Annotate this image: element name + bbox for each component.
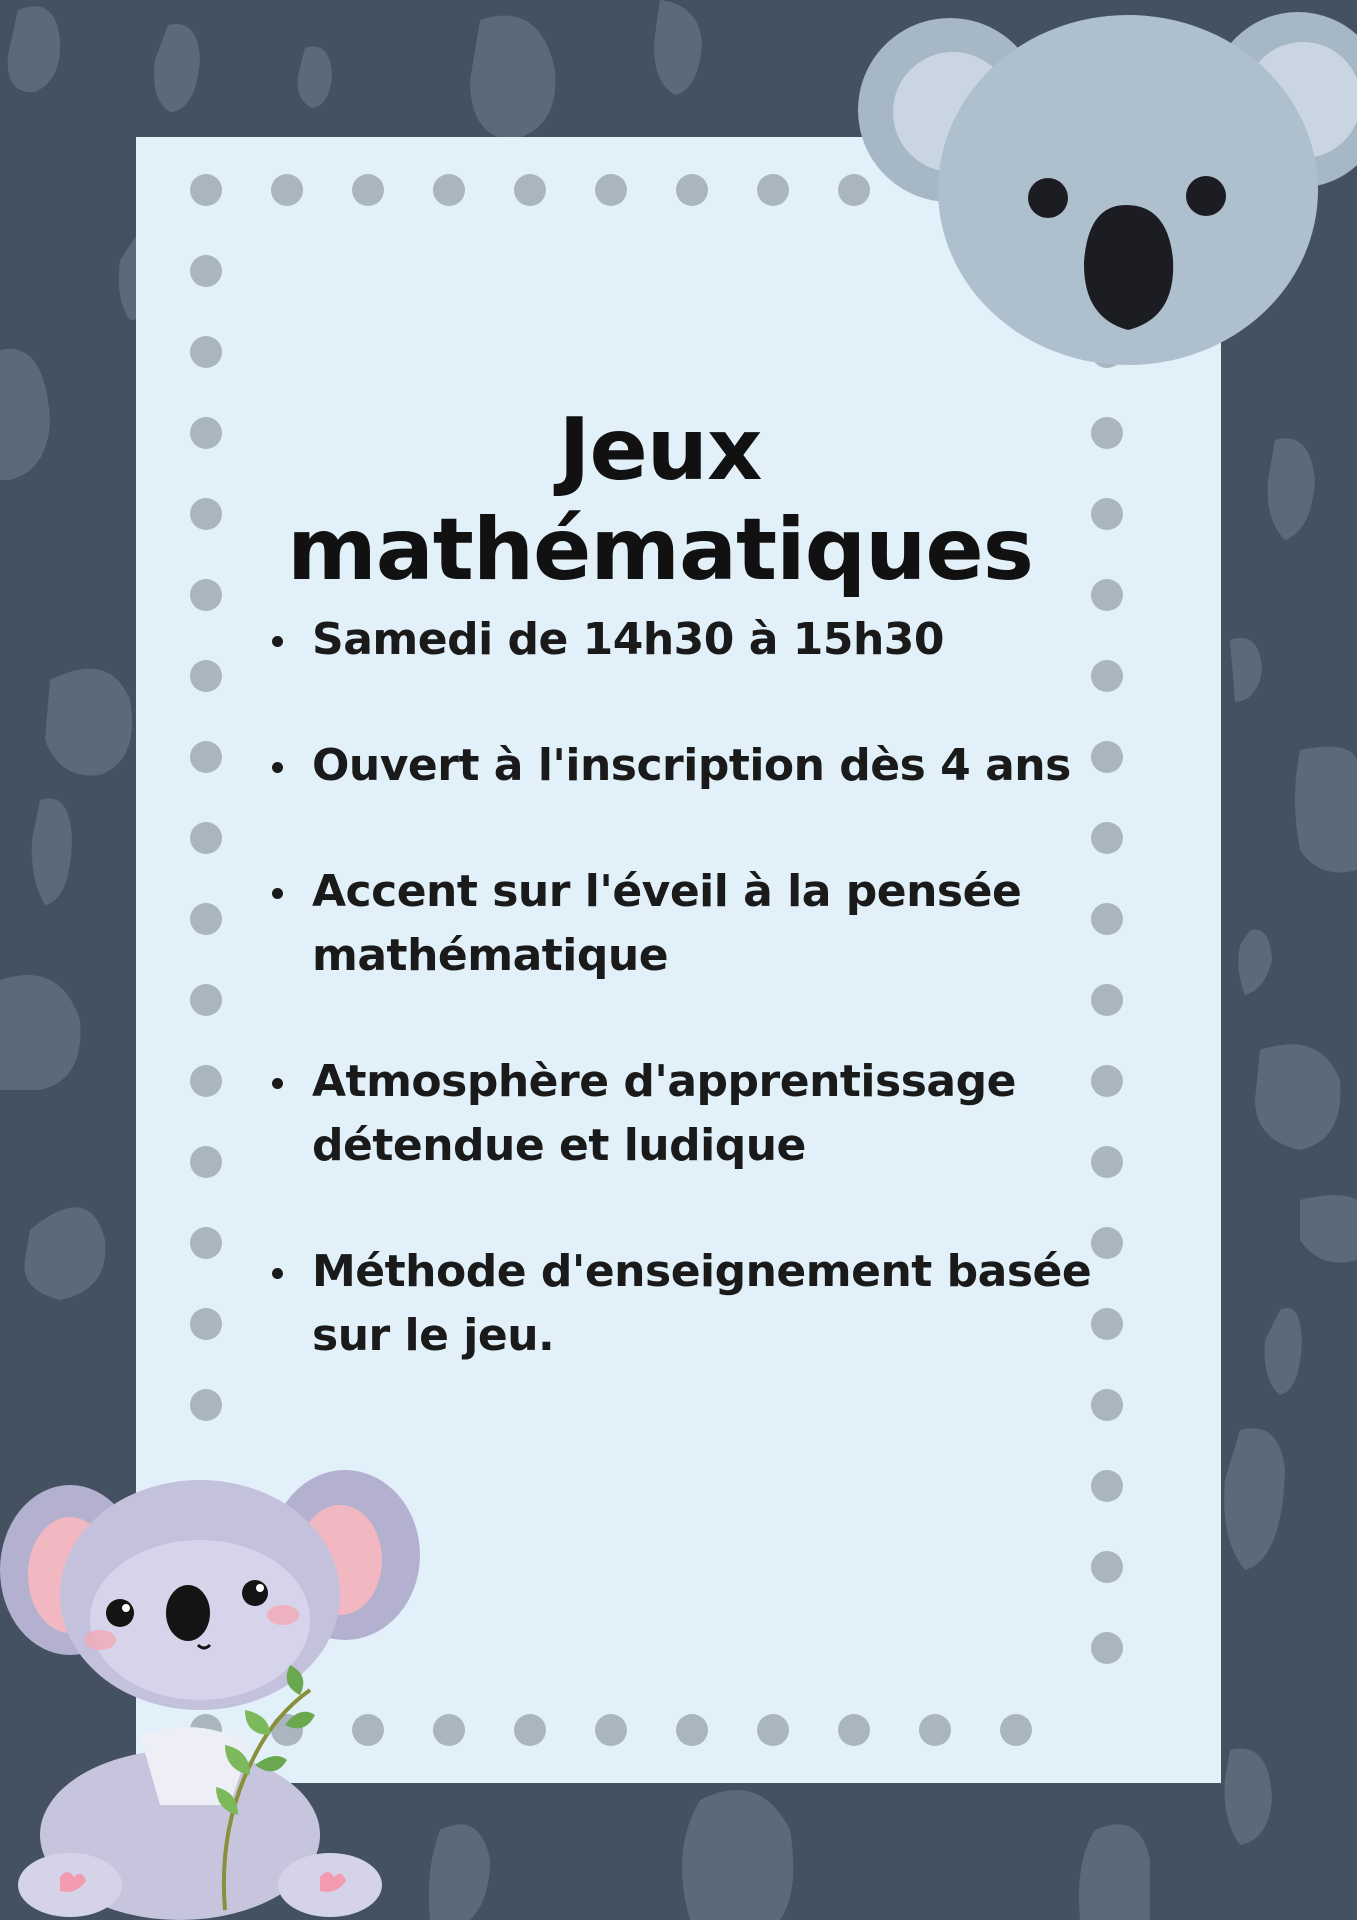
border-dot <box>919 1714 951 1746</box>
border-dot <box>595 1714 627 1746</box>
border-dot <box>190 1389 222 1421</box>
border-dot <box>433 174 465 206</box>
border-dot <box>352 174 384 206</box>
page-title: Jeux mathématiques <box>287 400 1033 600</box>
border-dot <box>190 822 222 854</box>
border-dot <box>190 741 222 773</box>
border-dot <box>838 1714 870 1746</box>
border-dot <box>190 903 222 935</box>
list-item: Accent sur l'éveil à la pensée mathématique <box>312 860 1112 988</box>
border-dot <box>190 1065 222 1097</box>
list-item: Samedi de 14h30 à 15h30 <box>312 608 1112 672</box>
border-dot <box>190 1308 222 1340</box>
border-dot <box>1000 1714 1032 1746</box>
border-dot <box>757 174 789 206</box>
feature-list <box>268 608 1112 1430</box>
border-dot <box>190 255 222 287</box>
list-item: Ouvert à l'inscription dès 4 ans <box>312 734 1112 798</box>
border-dot <box>757 1714 789 1746</box>
list-item: Atmosphère d'apprentissage détendue et ludique <box>312 1050 1112 1178</box>
border-dot <box>433 1714 465 1746</box>
border-dot <box>190 1146 222 1178</box>
border-dot <box>1091 1551 1123 1583</box>
border-dot <box>514 1714 546 1746</box>
border-dot <box>190 660 222 692</box>
list-item: Méthode d'enseignement basée sur le jeu. <box>312 1240 1112 1368</box>
border-dot <box>514 174 546 206</box>
border-dot <box>190 336 222 368</box>
sitting-koala-illustration <box>0 1445 430 1920</box>
border-dot <box>190 984 222 1016</box>
koala-head-illustration <box>858 0 1357 365</box>
border-dot <box>1091 1470 1123 1502</box>
border-dot <box>676 1714 708 1746</box>
border-dot <box>190 1227 222 1259</box>
border-dot <box>190 174 222 206</box>
border-dot <box>676 174 708 206</box>
border-dot <box>1091 1632 1123 1664</box>
border-dot <box>595 174 627 206</box>
border-dot <box>271 174 303 206</box>
